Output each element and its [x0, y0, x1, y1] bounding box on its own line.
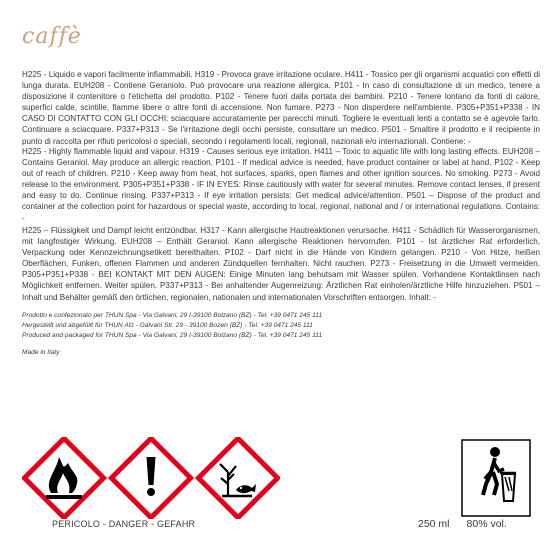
signal-word: PERICOLO - DANGER - GEFAHR: [52, 519, 196, 529]
volume-value: 250 ml: [418, 518, 450, 530]
flame-icon: [24, 438, 103, 517]
alcohol-content: 80% vol.: [466, 518, 507, 530]
origin-label: Made in Italy: [22, 349, 60, 356]
producer-line-german: Hergestellt und abgefüllt für THUN AG - Galvani Str. 29 - 39100 Bozen (BZ) - Tel. +39 0471 245 111: [22, 322, 313, 329]
producer-line-english: Produced and packaged for THUN Spa - Via Galvani, 29 I-39100 Bolzano (BZ) - Tel. +39 0471 245 111: [22, 332, 323, 339]
producer-info: [22, 311, 322, 341]
warning-text-italian: H225 - Liquido e vapori facilmente infiammabili. H319 - Provoca grave irritazione oculare. H411 - Tossico per gli organismi acquatici con effetti di lunga durata. EUH208 - Contiene Geraniolo. Può provocare una reazione allergica. P101 - In caso di consultazione di un medico, tenere a disposizione il contenitore o l'etichetta del prodotto. P102 - Tenere fuori dalla portata dei bambini. P210 - Tenere lontano da fonti di calore, superfici calde, scintille, fiamme libere o altre fonti di accensione. Non fumare. P273 - Non disperdere nell'ambiente. P305+P351+P338 - IN CASO DI CONTATTO CON GLI OCCHI: sciacquare accuratamente per parecchi minuti. Togliere le eventuali lenti a contatto se è agevole farlo. Continuare a sciacquare. P337+P313 - Se l'irritazione degli occhi persiste, consultare un medico. P501 - Smaltire il prodotto e il recipiente in punto di raccolta per rifiuti pericolosi o speciali, secondo i regolamenti locali, regionali, nazionali e/o internazionali. Contiene: -: [22, 70, 540, 146]
producer-line-italian: Prodotto e confezionato per THUN Spa - Via Galvani, 29 I-39100 Bolzano (BZ) - Tel. +39 0471 245 111: [22, 312, 323, 319]
product-quantity: [418, 518, 507, 530]
brand-logo: caffè: [22, 24, 82, 49]
exclamation-icon: [111, 438, 190, 517]
environment-icon: [198, 438, 277, 517]
hazard-pictograms: [22, 437, 280, 519]
warning-text-english: H225 - Highly flammable liquid and vapour. H319 - Causes serious eye irritation. H411 – Toxic to aquatic life with long lasting effects. EUH208 – Contains Geraniol. May produce an allergic reaction. P101 - If medical advice is needed, have product container or label at hand. P102 - Keep out of reach of children. P210 - Keep away from heat, hot surfaces, sparks, open flames and other ignition sources. No smoking. P273 - Avoid release to the environment. P305+P351+P338 - IF IN EYES: Rinse cautiously with water for several minutes. Remove contact lenses, if present and easy to do. Continue rinsing. P337+P313 - If eye irritation persists: Get medical advice/attention. P501 – Dispose of the product and container at the collection point for hazardous or special waste, according to local, regional, national and / or international regulations. Contains: -: [22, 147, 540, 223]
crossed-bin-icon: [461, 439, 531, 517]
warning-text-german: H225 – Flüssigkeit und Dampf leicht entzündbar. H317 - Kann allergische Hautreaktionen verursache. H411 - Schädlich für Wasserorganismen, mit langfristiger Wirkung. EUH208 – Enthält Geraniol. Kann allergische Reaktionen hervorrufen. P101 - Ist ärztlicher Rat erforderlich, Verpackung oder Kennzeichnungsetikett bereithalten. P102 - Darf nicht in die Hände von Kindern gelangen. P210 - Von Hitze, heißen Oberflächen, Funken, offenen Flammen und anderen Zündquellen fernhalten. Nicht rauchen. P273 - Freisetzung in die Umwelt vermeiden. P305+P351+P338 - BEI KONTAKT MIT DEN AUGEN: Einige Minuten lang behutsam mit Wasser spülen. Vorhandene Kontaktlinsen nach Möglichkeit entfernen. Weiter spülen. P337+P313 - Bei anhaltender Augenreizung: Ärztlichen Rat einholen/ärztliche Hilfe hinzuziehen. P501 – Inhalt und Behälter gemäß den örtlichen, regionalen, nationalen und internationalen Vorschriften entsorgen. Inhalt: -: [22, 226, 540, 302]
